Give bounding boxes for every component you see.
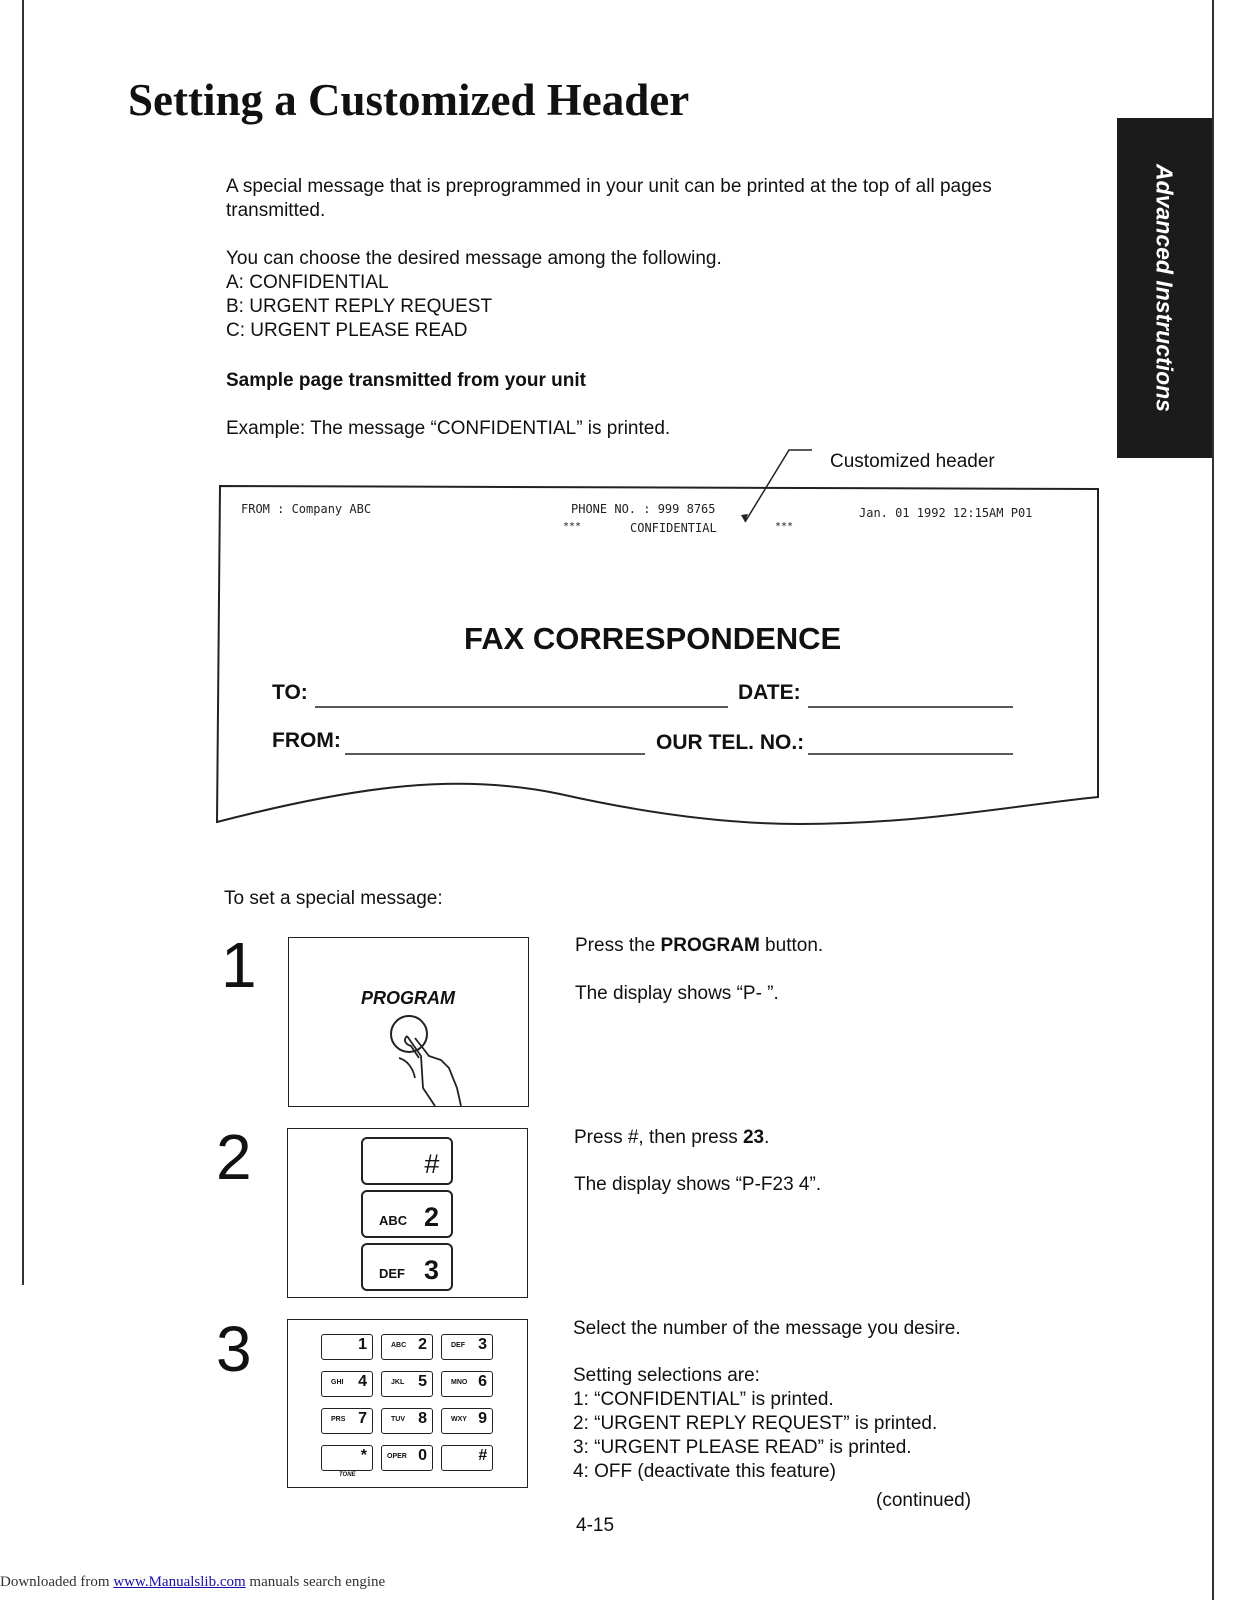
- choice-lead: You can choose the desired message among the following.: [226, 248, 722, 269]
- key-letters: GHI: [331, 1379, 344, 1386]
- keypad-key-0: [381, 1445, 433, 1471]
- callout-label: Customized header: [830, 451, 995, 472]
- key-letters: TUV: [391, 1416, 405, 1423]
- key-digit: 2: [418, 1336, 427, 1353]
- fax-to-label: TO:: [272, 681, 308, 704]
- selection-lead: Setting selections are:: [573, 1365, 760, 1386]
- key-letters: WXY: [451, 1416, 467, 1423]
- step-2-display: The display shows “P-F23 4”.: [574, 1174, 822, 1195]
- key-3: [361, 1243, 453, 1291]
- page-title: Setting a Customized Header: [128, 75, 690, 125]
- key-digit: #: [478, 1447, 487, 1464]
- fax-from-label: FROM:: [272, 729, 341, 752]
- step-2-text: Press #, then press: [574, 1127, 743, 1148]
- key-digit: 1: [358, 1336, 367, 1353]
- keypad-key-4: [321, 1371, 373, 1397]
- key-2: [361, 1190, 453, 1238]
- download-footer: [0, 1574, 385, 1591]
- keypad-illustration: [287, 1319, 528, 1488]
- fax-from-line: FROM : Company ABC: [241, 502, 372, 516]
- step-number: 1: [221, 929, 257, 1001]
- keypad-key-star: [321, 1445, 373, 1471]
- footer-suffix: manuals search engine: [245, 1574, 386, 1590]
- step-1-text: Press the: [575, 935, 661, 956]
- page-number: 4-15: [576, 1515, 615, 1536]
- key-letters: OPER: [387, 1453, 407, 1460]
- keypad-key-hash: [441, 1445, 493, 1471]
- step-1-bold-text: PROGRAM: [660, 935, 760, 956]
- key-letters: DEF: [379, 1266, 405, 1281]
- step-number: 3: [216, 1313, 252, 1385]
- step-number: 2: [216, 1121, 252, 1193]
- keypad-key-5: [381, 1371, 433, 1397]
- fax-tel-label: OUR TEL. NO.:: [656, 731, 805, 754]
- key-digit: 7: [358, 1410, 367, 1427]
- section-tab-label: Advanced Instructions: [1151, 164, 1178, 412]
- key-letters: JKL: [391, 1379, 405, 1386]
- program-button-label: PROGRAM: [361, 988, 455, 1008]
- key-digit: 3: [423, 1255, 439, 1285]
- step-2-text-end: .: [764, 1127, 770, 1148]
- program-button-illustration: [288, 937, 529, 1107]
- sample-subheading: Sample page transmitted from your unit: [226, 370, 586, 391]
- key-letters: ABC: [379, 1213, 408, 1228]
- keypad-key-9: [441, 1408, 493, 1434]
- selection-item: 2: “URGENT REPLY REQUEST” is printed.: [573, 1413, 938, 1434]
- keypad-key-1: [321, 1334, 373, 1360]
- key-digit: #: [423, 1149, 439, 1179]
- step-1-text-end: button.: [759, 935, 824, 956]
- step-2-bold-text: 23: [742, 1127, 765, 1148]
- procedure-intro: To set a special message:: [224, 888, 443, 909]
- key-digit: 4: [358, 1373, 367, 1390]
- step-3-selection-list: [573, 1364, 937, 1484]
- key-letters: PRS: [331, 1416, 346, 1423]
- step-1-instruction: [575, 934, 823, 958]
- key-digit: 2: [423, 1202, 439, 1232]
- fax-title: FAX CORRESPONDENCE: [464, 621, 842, 656]
- keypad-key-7: [321, 1408, 373, 1434]
- step-3-instruction: Select the number of the message you desire.: [573, 1318, 961, 1339]
- choice-option: A: CONFIDENTIAL: [226, 272, 389, 293]
- fax-header-message: CONFIDENTIAL: [630, 521, 717, 535]
- key-letters: ABC: [391, 1342, 407, 1349]
- choice-option: B: URGENT REPLY REQUEST: [226, 296, 493, 317]
- step-2-instruction: [574, 1126, 769, 1150]
- key-digit: 3: [478, 1336, 487, 1353]
- keypad-key-8: [381, 1408, 433, 1434]
- key-digit: 9: [478, 1410, 487, 1427]
- key-digit: *: [360, 1447, 367, 1464]
- keypad-key-3: [441, 1334, 493, 1360]
- hash-key: [361, 1137, 453, 1185]
- key-digit: 0: [418, 1447, 427, 1464]
- intro-paragraph: A special message that is preprogrammed in your unit can be printed at the top of all pages transmitted.: [226, 176, 992, 221]
- fax-date-label: DATE:: [738, 681, 801, 704]
- key-letters: MNO: [451, 1379, 468, 1386]
- example-line: Example: The message “CONFIDENTIAL” is printed.: [226, 418, 671, 439]
- fax-phone-line: PHONE NO. : 999 8765: [571, 502, 716, 516]
- continued-note: (continued): [876, 1490, 972, 1511]
- key-digit: 6: [478, 1373, 487, 1390]
- fax-header-stars-right: ***: [775, 521, 794, 532]
- fax-header-stars-left: ***: [563, 521, 582, 532]
- tone-label: TONE: [339, 1472, 356, 1478]
- step-1-display: The display shows “P- ”.: [575, 983, 779, 1004]
- selection-item: 3: “URGENT PLEASE READ” is printed.: [573, 1437, 912, 1458]
- key-digit: 5: [418, 1373, 427, 1390]
- key-sequence-illustration: [287, 1128, 528, 1298]
- keypad-key-6: [441, 1371, 493, 1397]
- selection-item: 1: “CONFIDENTIAL” is printed.: [573, 1389, 834, 1410]
- keypad-key-2: [381, 1334, 433, 1360]
- footer-prefix: Downloaded from: [0, 1574, 114, 1590]
- selection-item: 4: OFF (deactivate this feature): [573, 1461, 836, 1482]
- key-letters: DEF: [451, 1342, 465, 1349]
- choice-option: C: URGENT PLEASE READ: [226, 320, 468, 341]
- finger-press-icon: [289, 938, 528, 1106]
- fax-date-line: Jan. 01 1992 12:15AM P01: [859, 506, 1033, 520]
- manualslib-link[interactable]: www.Manualslib.com: [113, 1574, 246, 1590]
- key-digit: 8: [418, 1410, 427, 1427]
